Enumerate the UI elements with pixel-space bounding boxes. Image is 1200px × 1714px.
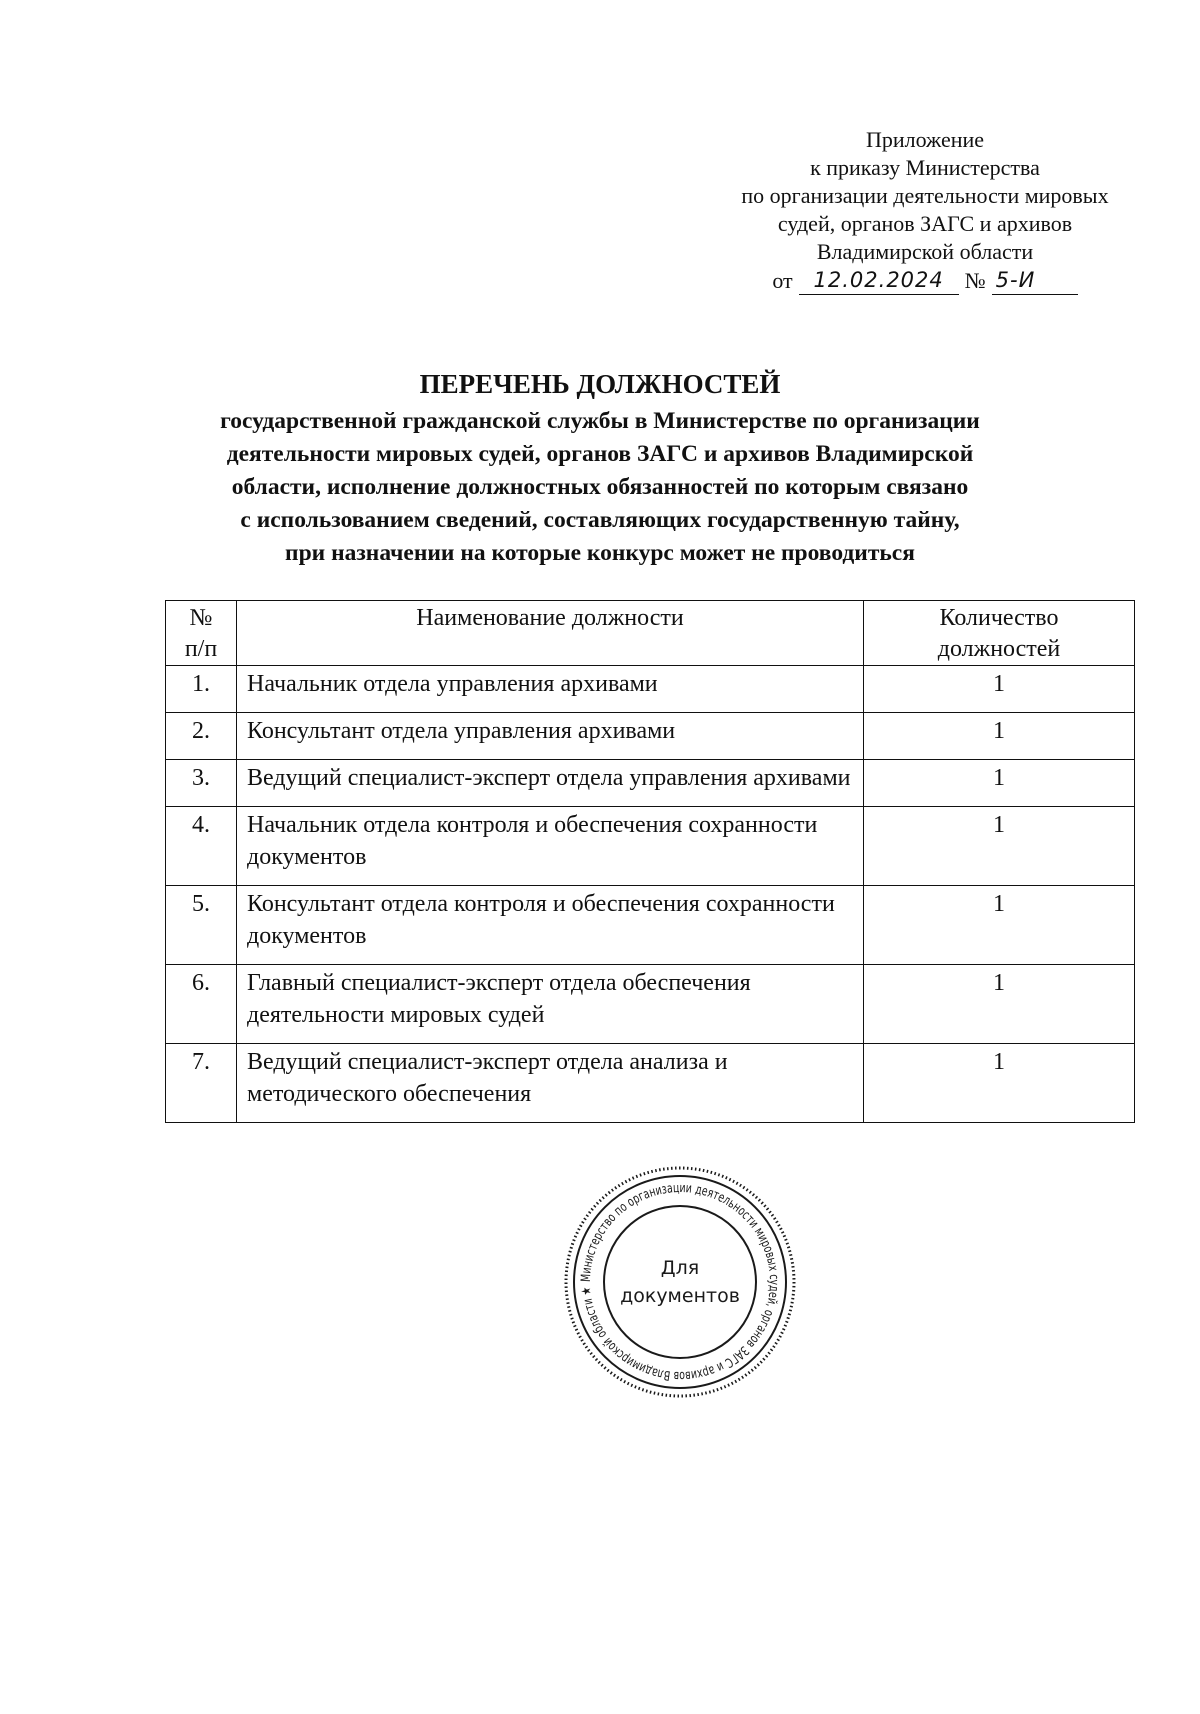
header-quantity-line: должностей [937, 636, 1061, 662]
header-position-name: Наименование должности [237, 601, 864, 666]
appendix-header [715, 126, 1135, 295]
seal-middle-ring [574, 1176, 786, 1388]
row-quantity: 1 [864, 965, 1135, 1044]
table-row [166, 713, 1135, 760]
order-date-line [715, 266, 1135, 295]
table-header-row [166, 601, 1135, 666]
row-number: 2. [166, 713, 237, 760]
number-prefix: № [964, 268, 986, 293]
row-position-name: Главный специалист-эксперт отдела обеспечения деятельности мировых судей [237, 965, 864, 1044]
appendix-line: по организации деятельности мировых [741, 183, 1109, 208]
title-line: деятельности мировых судей, органов ЗАГС и архивов Владимирской [226, 441, 974, 467]
seal-ring-text [579, 1181, 781, 1383]
seal-center-line: документов [620, 1285, 740, 1307]
row-position-name: Ведущий специалист-эксперт отдела управления архивами [237, 760, 864, 807]
official-seal [560, 1162, 800, 1402]
table-row [166, 666, 1135, 713]
appendix-line: к приказу Министерства [810, 155, 1040, 180]
header-number-line: № [189, 605, 213, 631]
row-position-name: Консультант отдела управления архивами [237, 713, 864, 760]
positions-table [165, 600, 1135, 1123]
row-number: 3. [166, 760, 237, 807]
handwritten-order-number: 5-И [992, 266, 1078, 295]
table-row [166, 760, 1135, 807]
row-quantity: 1 [864, 760, 1135, 807]
row-quantity: 1 [864, 886, 1135, 965]
seal-inner-ring [604, 1206, 756, 1358]
handwritten-date: 12.02.2024 [799, 266, 959, 295]
row-quantity: 1 [864, 807, 1135, 886]
seal-ring-textpath: Министерство по организации деятельности мировых судей, органов ЗАГС и архивов Владимирской области ★ [578, 1180, 782, 1384]
seal-center-line: Для [660, 1257, 700, 1279]
row-number: 4. [166, 807, 237, 886]
row-position-name: Начальник отдела контроля и обеспечения сохранности документов [237, 807, 864, 886]
row-number: 7. [166, 1044, 237, 1123]
row-quantity: 1 [864, 1044, 1135, 1123]
row-position-name: Начальник отдела управления архивами [237, 666, 864, 713]
row-number: 5. [166, 886, 237, 965]
table-row [166, 886, 1135, 965]
title-line: государственной гражданской службы в Министерстве по организации [220, 408, 980, 434]
title-line: области, исполнение должностных обязанностей по которым связано [231, 474, 969, 500]
header-quantity [864, 601, 1135, 666]
header-number [166, 601, 237, 666]
table-row [166, 807, 1135, 886]
header-quantity-line: Количество [939, 605, 1059, 631]
appendix-line: Владимирской области [816, 239, 1034, 264]
row-quantity: 1 [864, 713, 1135, 760]
title-main: ПЕРЕЧЕНЬ ДОЛЖНОСТЕЙ [419, 369, 781, 399]
row-quantity: 1 [864, 666, 1135, 713]
date-prefix: от [772, 268, 793, 293]
title-line: при назначении на которые конкурс может не проводиться [285, 540, 915, 566]
appendix-line: Приложение [865, 127, 985, 152]
table-row [166, 1044, 1135, 1123]
header-number-line: п/п [184, 636, 218, 662]
appendix-line: судей, органов ЗАГС и архивов [777, 211, 1073, 236]
title-line: с использованием сведений, составляющих государственную тайну, [240, 507, 960, 533]
seal-outer-ring [566, 1168, 794, 1396]
document-title [150, 367, 1050, 570]
row-number: 1. [166, 666, 237, 713]
row-number: 6. [166, 965, 237, 1044]
row-position-name: Ведущий специалист-эксперт отдела анализа и методического обеспечения [237, 1044, 864, 1123]
table-row [166, 965, 1135, 1044]
row-position-name: Консультант отдела контроля и обеспечения сохранности документов [237, 886, 864, 965]
